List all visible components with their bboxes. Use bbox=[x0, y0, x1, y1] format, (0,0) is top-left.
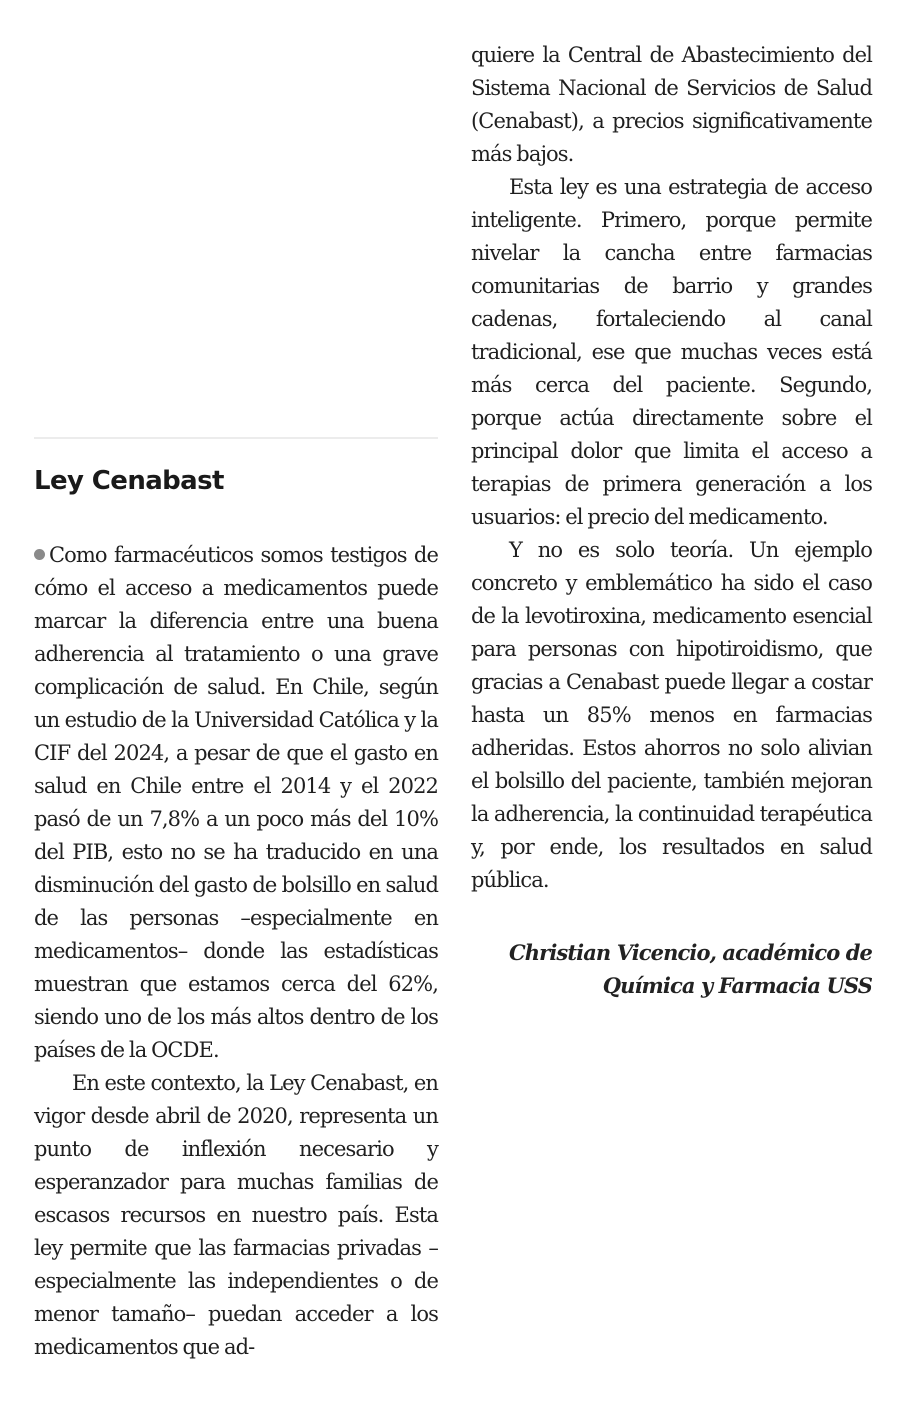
author-affiliation-line: Química y Farmacia USS bbox=[602, 973, 872, 998]
author-signature bbox=[471, 936, 872, 1002]
paragraph-1-text: Como farmacéuticos somos testigos de cómo el acceso a medicamentos puede marcar la diferencia entre una buena adherencia al tratamiento o una grave complicación de salud. En Chile, según un estudio de la Universidad Católica y la CIF del 2024, a pesar de que el gasto en salud en Chile entre el 2014 y el 2022 pasó de un 7,8% a un poco más del 10% del PIB, esto no se ha traducido en una disminución del gasto de bolsillo en salud de las personas –especialmente en medicamentos– donde las estadísticas muestran que estamos cerca del 62%, siendo uno de los más altos dentro de los países de la OCDE. bbox=[34, 543, 438, 1062]
article-title: Ley Cenabast bbox=[34, 466, 224, 496]
paragraph-3: Esta ley es una estrategia de acceso inteligente. Primero, porque permite nivelar la cancha entre farmacias comunitarias de barrio y grandes cadenas, fortaleciendo al canal tradicional, ese que muchas veces está más cerca del paciente. Segundo, porque actúa directamente sobre el principal dolor que limita el acceso a terapias de primera generación a los usuarios: el precio del medicamento. bbox=[471, 175, 872, 529]
bullet-icon bbox=[34, 549, 45, 560]
left-column bbox=[34, 539, 438, 1364]
author-name-line: Christian Vicencio, académico de bbox=[508, 940, 872, 965]
paragraph-2: En este contexto, la Ley Cenabast, en vigor desde abril de 2020, representa un punto de inflexión necesario y esperanzador para muchas familias de escasos recursos en nuestro país. Esta ley permite que las farmacias privadas –especialmente las independientes o de menor tamaño– puedan acceder a los medicamentos que ad- bbox=[34, 1071, 438, 1359]
right-column bbox=[471, 39, 872, 897]
section-divider bbox=[34, 437, 438, 439]
paragraph-2-continued: quiere la Central de Abastecimiento del Sistema Nacional de Servicios de Salud (Cenabast), a precios significativamente más bajos. bbox=[471, 43, 872, 166]
paragraph-1 bbox=[34, 539, 438, 1067]
paragraph-4: Y no es solo teoría. Un ejemplo concreto y emblemático ha sido el caso de la levotiroxina, medicamento esencial para personas con hipotiroidismo, que gracias a Cenabast puede llegar a costar hasta un 85% menos en farmacias adheridas. Estos ahorros no solo alivian el bolsillo del paciente, también mejoran la adherencia, la continuidad terapéutica y, por ende, los resultados en salud pública. bbox=[471, 538, 872, 892]
